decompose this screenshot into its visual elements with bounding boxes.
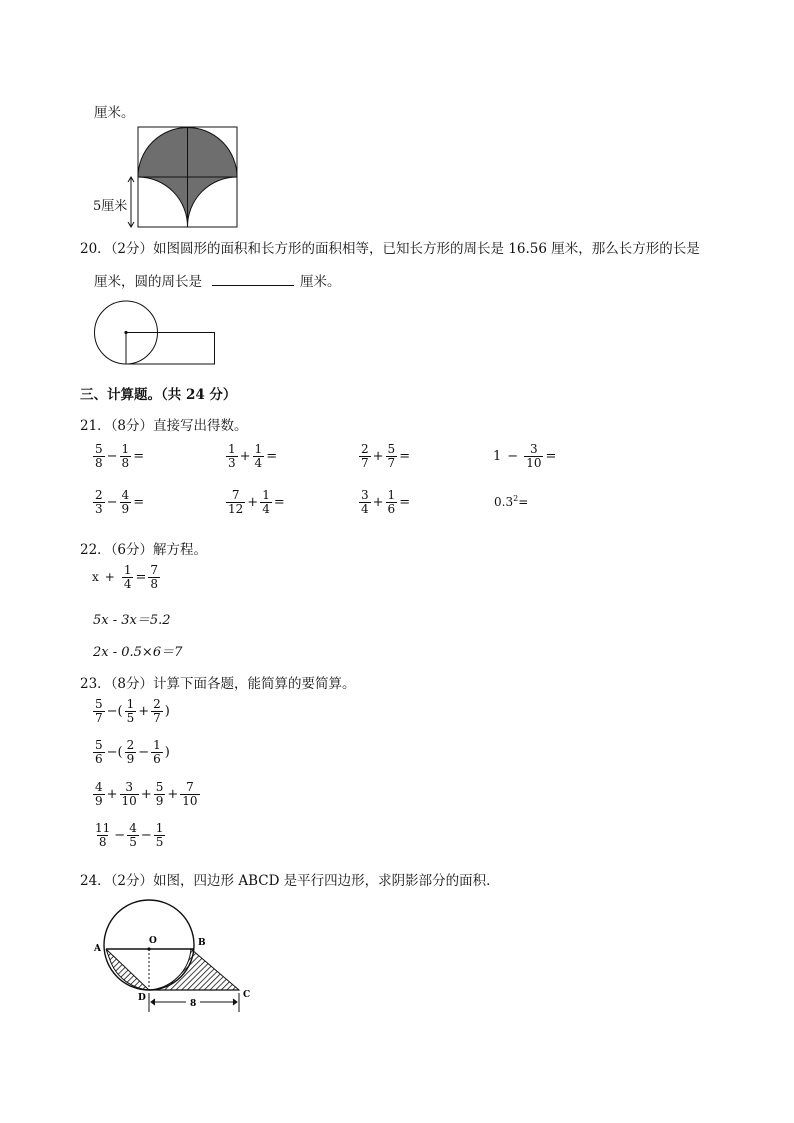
q21-number: 21． <box>80 418 111 434</box>
fig24-label-a: A <box>94 944 101 954</box>
fig24-label-base: 8 <box>190 999 197 1009</box>
q20-line1 <box>80 237 700 257</box>
fig19-dimension-label: 5厘米 <box>93 199 128 214</box>
fig24-label-d: D <box>138 993 146 1003</box>
q23-text: 计算下面各题，能简算的要简算。 <box>153 676 356 692</box>
fig20-diagram <box>92 300 222 370</box>
q20-text: 如图圆形的面积和长方形的面积相等，已知长方形的周长是 16.56 厘米，那么长方形的长是 <box>153 241 700 257</box>
q20-number: 20． <box>80 241 111 257</box>
q23-score: （8分） <box>110 676 154 692</box>
q21-item-7: $\frac{3}{4}$ + $\frac{1}{6}$ = <box>361 488 411 516</box>
q21-item-6: $\frac{7}{12}$ + $\frac{1}{4}$ = <box>228 488 285 516</box>
q21-item-5: $\frac{2}{3}$ − $\frac{4}{9}$ = <box>95 488 145 516</box>
q22-score: （6分） <box>110 542 154 558</box>
q21-item-2: $\frac{1}{3}$ + $\frac{1}{4}$ = <box>228 442 278 470</box>
q20-line2-b: 厘米。 <box>300 274 341 290</box>
fig24-diagram <box>94 896 264 1016</box>
q21-score: （8分） <box>110 418 154 434</box>
q23-expression-2: $\frac{5}{6}$ −( $\frac{2}{9}$ − $\frac{1}{6}$ ) <box>95 738 170 766</box>
q20-score: （2分） <box>110 241 154 257</box>
q24-heading <box>80 869 500 889</box>
fig24-label-o: O <box>149 936 157 946</box>
fig24-label-b: B <box>198 938 206 948</box>
q24-text: 如图，四边形 ABCD 是平行四边形，求阴影部分的面积． <box>153 873 500 889</box>
q21-heading <box>80 414 248 434</box>
q24-number: 24． <box>80 873 111 889</box>
q21-item-8: $0.3^2=$ <box>494 494 529 509</box>
q23-expression-3: $\frac{4}{9}$ + $\frac{3}{10}$ + $\frac{5}{9}$ + $\frac{7}{10}$ <box>95 780 198 808</box>
section3-title: 三、计算题。（共 24 分） <box>80 387 237 403</box>
fig19-diagram <box>90 126 250 230</box>
q23-number: 23． <box>80 676 111 692</box>
q22-text: 解方程。 <box>153 542 208 558</box>
q22-heading <box>80 538 207 558</box>
q21-item-1: $\frac{5}{8}$ − $\frac{1}{8}$ = <box>95 442 145 470</box>
q22-equation-1: x + $\frac{1}{4}$ = $\frac{7}{8}$ <box>92 563 159 591</box>
q23-expression-4: $\frac{11}{8}$ − $\frac{4}{5}$ − $\frac{1}{5}$ <box>95 821 164 849</box>
q23-expression-1: $\frac{5}{7}$ −( $\frac{1}{5}$ + $\frac{2}{7}$ ) <box>95 697 170 725</box>
top-line-text: 厘米。 <box>94 105 135 121</box>
q22-equation-3: 2x - 0.5×6＝7 <box>93 645 183 660</box>
fig24-label-c: C <box>243 990 251 1000</box>
q22-number: 22． <box>80 542 111 558</box>
q20-answer-blank[interactable] <box>212 273 294 286</box>
q21-item-4: 1 − $\frac{3}{10}$ = <box>493 442 557 470</box>
q21-text: 直接写出得数。 <box>153 418 248 434</box>
q20-line2 <box>94 270 341 290</box>
q20-line2-a: 厘米，圆的周长是 <box>94 274 202 290</box>
q21-item-3: $\frac{2}{7}$ + $\frac{5}{7}$ = <box>361 442 411 470</box>
q22-equation-2: 5x - 3x＝5.2 <box>93 613 171 628</box>
q24-score: （2分） <box>110 873 154 889</box>
q23-heading <box>80 672 356 692</box>
